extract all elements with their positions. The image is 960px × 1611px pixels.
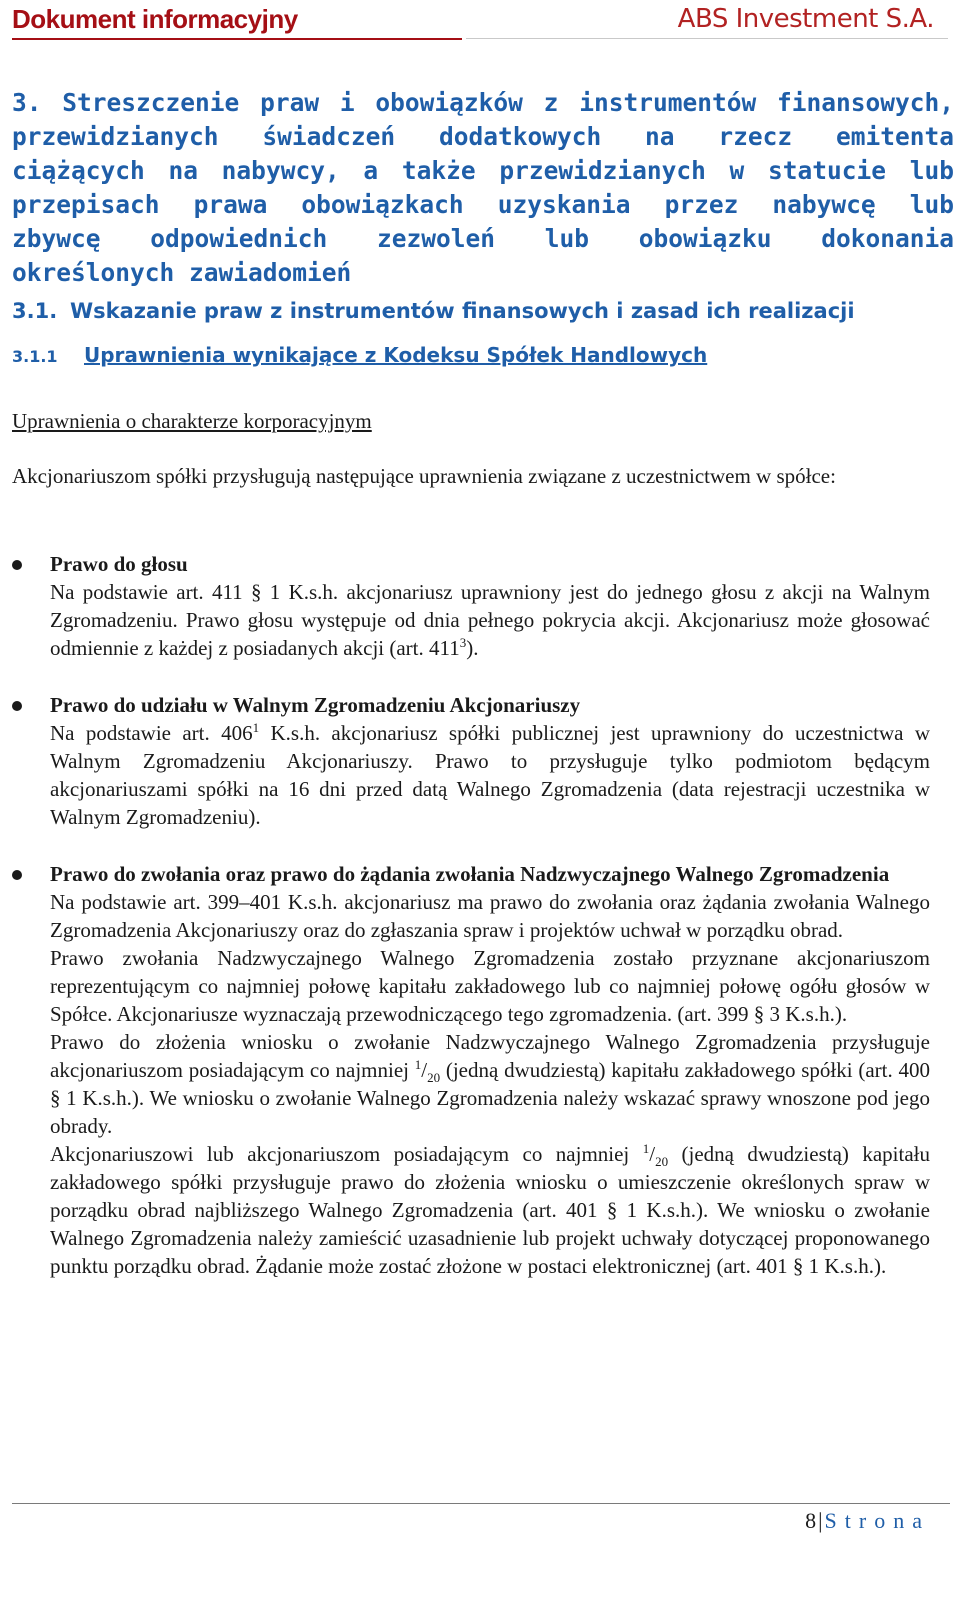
page-footer bbox=[805, 1506, 930, 1536]
heading-line: zbywcę odpowiednich zezwoleń lub obowiązku dokonania bbox=[12, 224, 954, 253]
fraction-slash: / bbox=[421, 1058, 428, 1082]
list-item bbox=[50, 691, 930, 831]
subscript: 20 bbox=[427, 1070, 441, 1086]
item-title: Prawo do udziału w Walnym Zgromadzeniu Akcjonariuszy bbox=[50, 693, 581, 717]
section-title: Wskazanie praw z instrumentów finansowych i zasad ich realizacji bbox=[70, 299, 855, 323]
document-title: Dokument informacyjny bbox=[12, 4, 298, 34]
intro-paragraph: Akcjonariuszom spółki przysługują następujące uprawnienia związane z uczestnictwem w spółce: bbox=[12, 464, 836, 488]
section-number: 3.1. bbox=[12, 299, 58, 323]
header-rule-red bbox=[12, 38, 462, 40]
text: Akcjonariuszowi lub akcjonariuszom posiadającym co najmniej bbox=[50, 1142, 643, 1166]
item-paragraph bbox=[50, 1028, 930, 1140]
header-rule-gray bbox=[466, 38, 948, 39]
bullet-icon bbox=[12, 560, 22, 570]
heading-line: przepisach prawa obowiązkach uzyskania przez nabywcę lub bbox=[12, 190, 954, 219]
bullet-icon bbox=[12, 870, 22, 880]
superscript: 3 bbox=[459, 635, 467, 650]
company-name: ABS Investment S.A. bbox=[677, 4, 934, 34]
item-title: Prawo do zwołania oraz prawo do żądania zwołania Nadzwyczajnego Walnego Zgromadzenia bbox=[50, 862, 890, 886]
text: Na podstawie art. 406 bbox=[50, 721, 253, 745]
item-paragraph bbox=[50, 578, 930, 662]
superscript: 1 bbox=[414, 1057, 422, 1072]
footer-separator: | bbox=[818, 1508, 823, 1533]
section-number: 3.1.1 bbox=[12, 347, 58, 366]
section-3-1-heading bbox=[12, 296, 912, 326]
fraction-slash: / bbox=[649, 1142, 656, 1166]
heading-line: określonych zawiadomień bbox=[12, 258, 352, 287]
bullet-icon bbox=[12, 701, 22, 711]
section-title: Uprawnienia wynikające z Kodeksu Spółek Handlowych bbox=[84, 343, 708, 367]
section-3-heading bbox=[12, 86, 954, 290]
text: (jedną dwudziestą) kapitału zakładowego spółki (art. 400 § 1 K.s.h.). We wniosku o zwołanie Walnego Zgromadzenia należy wskazać sprawy wnoszone pod jego obrady. bbox=[50, 1058, 930, 1138]
list-item bbox=[50, 860, 930, 1280]
heading-line: przewidzianych świadczeń dodatkowych na rzecz emitenta bbox=[12, 122, 954, 151]
item-paragraph: Na podstawie art. 399–401 K.s.h. akcjonariusz ma prawo do zwołania oraz żądania zwołania Walnego Zgromadzenia Akcjonariuszy oraz do zgłaszania spraw i projektów uchwał w porządku obrad. bbox=[50, 890, 930, 942]
item-title: Prawo do głosu bbox=[50, 552, 188, 576]
text: Na podstawie art. 411 § 1 K.s.h. akcjonariusz uprawniony jest do jednego głosu z akcji na Walnym Zgromadzeniu. Prawo głosu występuje od dnia pełnego pokrycia akcji. Akcjonariusz może głosować odmiennie z każdej z posiadanych akcji (art. 411 bbox=[50, 580, 930, 660]
list-item bbox=[50, 550, 930, 662]
heading-line: ciążących na nabywcy, a także przewidzianych w statucie lub bbox=[12, 156, 954, 185]
text: (jedną dwudziestą) kapitału zakładowego spółki przysługuje prawo do złożenia wniosku o umieszczenie określonych spraw w porządku obrad najbliższego Walnego Zgromadzenia (art. 401 § 1 K.s.h.). We wniosku o zwołanie Walnego Zgromadzenia należy zamieścić uzasadnienie lub projekt uchwały dotyczącej proponowanego punktu porządku obrad. Żądanie może zostać złożone w postaci elektronicznej (art. 401 § 1 K.s.h.). bbox=[50, 1142, 930, 1278]
heading-line: 3. Streszczenie praw i obowiązków z instrumentów finansowych, bbox=[12, 88, 954, 117]
superscript: 1 bbox=[252, 720, 260, 735]
section-3-1-1-heading bbox=[12, 340, 912, 372]
item-paragraph bbox=[50, 719, 930, 831]
item-paragraph bbox=[50, 1140, 930, 1280]
superscript: 1 bbox=[642, 1141, 650, 1156]
item-paragraph: Prawo zwołania Nadzwyczajnego Walnego Zgromadzenia zostało przyznane akcjonariuszom reprezentującym co najmniej połowę kapitału zakładowego lub co najmniej połowę ogółu głosów w Spółce. Akcjonariusze wyznaczają przewodniczącego tego zgromadzenia. (art. 399 § 3 K.s.h.). bbox=[50, 946, 930, 1026]
subscript: 20 bbox=[655, 1154, 669, 1170]
footer-rule bbox=[12, 1503, 950, 1504]
text: K.s.h. akcjonariusz spółki publicznej jest uprawniony do uczestnictwa w Walnym Zgromadzeniu Akcjonariuszy. Prawo to przysługuje tylko podmiotom będącym akcjonariuszami spółki na 16 dni przed datą Walnego Zgromadzenia (data rejestracji uczestnika w Walnym Zgromadzeniu). bbox=[50, 721, 930, 829]
subheading: Uprawnienia o charakterze korporacyjnym bbox=[12, 409, 372, 433]
text: ). bbox=[466, 636, 479, 660]
page-number: 8 bbox=[805, 1508, 817, 1533]
page-label: Strona bbox=[824, 1508, 930, 1533]
text: Prawo do złożenia wniosku o zwołanie Nadzwyczajnego Walnego Zgromadzenia przysługuje akcjonariuszom posiadającym co najmniej bbox=[50, 1030, 930, 1082]
